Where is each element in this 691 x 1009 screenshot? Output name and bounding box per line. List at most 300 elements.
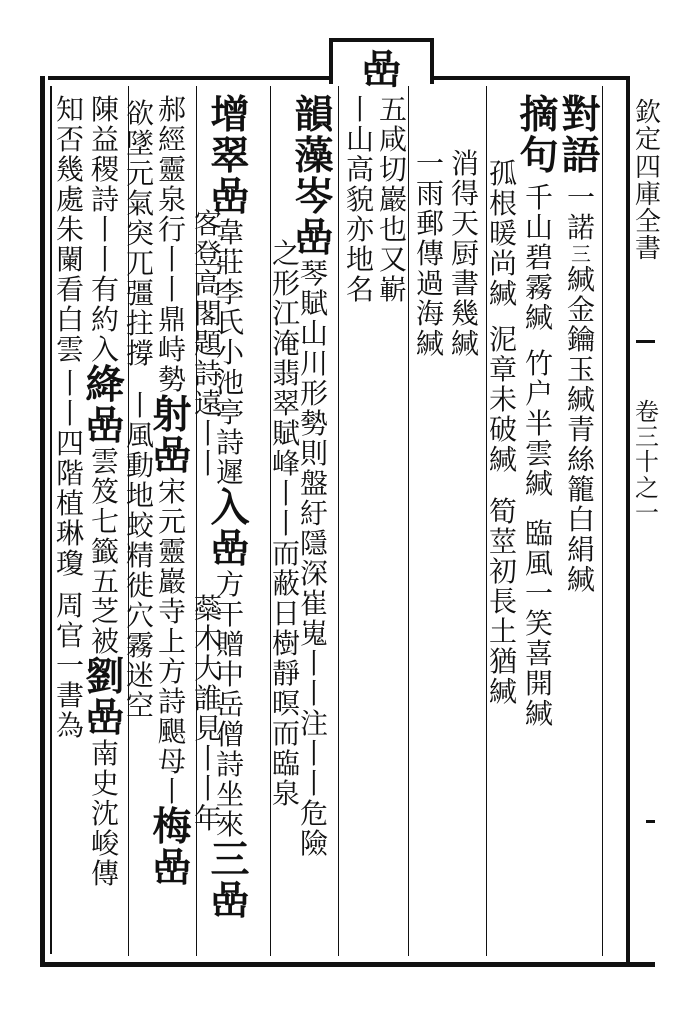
margin-mark <box>646 820 655 823</box>
text-char: 筍 <box>488 495 517 528</box>
text-char: 登 <box>194 237 223 270</box>
text-char: 一 <box>56 649 85 682</box>
text-segment <box>566 413 595 506</box>
text-char: 盤 <box>299 467 328 500</box>
text-char: 勢 <box>299 407 328 440</box>
text-char: 七 <box>90 505 119 538</box>
text-segment <box>90 737 119 890</box>
text-char: 彊 <box>126 277 155 310</box>
text-char: 深 <box>299 557 328 590</box>
text-char: 紆 <box>299 497 328 530</box>
heading-term <box>519 92 559 179</box>
text-char: 得 <box>450 177 479 210</box>
text-char: 空 <box>126 689 155 722</box>
text-char: 賦 <box>299 287 328 320</box>
text-segment <box>194 207 223 480</box>
text-char: 厨 <box>450 237 479 270</box>
text-char: 宋 <box>157 475 186 508</box>
text-char: 開 <box>524 667 553 700</box>
text-char: 為 <box>56 709 85 742</box>
text-char: 風 <box>524 547 553 580</box>
margin-volume-char: 卷 <box>635 398 659 426</box>
text-char: 險 <box>299 827 328 860</box>
heading-char: 入 <box>210 485 250 531</box>
text-char: 白 <box>56 303 85 336</box>
text-char: 看 <box>56 273 85 306</box>
text-char: 笑 <box>524 607 553 640</box>
text-segment <box>56 589 85 742</box>
text-char: 芝 <box>90 595 119 628</box>
text-segment <box>194 592 223 835</box>
text-char: 一 <box>566 181 595 214</box>
text-char: 暝 <box>271 687 300 720</box>
text-char: 贈 <box>215 628 244 661</box>
text-char: 亦 <box>345 213 374 246</box>
frame-bottom <box>40 962 655 967</box>
text-char: 峻 <box>90 827 119 860</box>
text-char: 未 <box>488 383 517 416</box>
text-char: 穴 <box>126 599 155 632</box>
text-char: 瓊 <box>56 547 85 580</box>
margin-volume-char: 十 <box>635 448 659 477</box>
text-char: 稷 <box>90 153 119 186</box>
text-char: 臨 <box>524 517 553 550</box>
text-char: 丨 <box>56 397 85 430</box>
text-char: 丨 <box>90 213 119 246</box>
text-char: 霧 <box>126 629 155 662</box>
text-column <box>414 147 446 360</box>
margin-title-char: 欽 <box>635 98 662 128</box>
text-char: 丨 <box>345 93 374 126</box>
text-char: 氣 <box>126 187 155 220</box>
heading-char: 翠 <box>210 133 250 179</box>
frame-top-right <box>430 76 630 80</box>
heading-term <box>152 392 192 479</box>
text-char: 雲 <box>90 445 119 478</box>
text-char: 白 <box>566 503 595 536</box>
margin-volume <box>634 400 660 526</box>
text-char: 客 <box>194 207 223 240</box>
text-column <box>85 93 125 890</box>
text-segment <box>524 181 553 334</box>
heading-char: 語 <box>561 133 601 179</box>
margin-divider <box>636 340 655 343</box>
text-char: 莖 <box>488 525 517 558</box>
heading-char: 嵒 <box>210 878 250 924</box>
text-char: 年 <box>194 802 223 835</box>
text-char: 泉 <box>157 183 186 216</box>
text-char: 詩 <box>157 685 186 718</box>
text-char: 周 <box>56 589 85 622</box>
text-char: 拄 <box>126 307 155 340</box>
text-char: 危 <box>299 797 328 830</box>
text-char: 蛟 <box>126 509 155 542</box>
text-char: 丨 <box>90 243 119 276</box>
heading-char: 嵒 <box>85 695 125 741</box>
text-char: 尚 <box>488 247 517 280</box>
text-segment <box>566 293 595 356</box>
text-segment <box>415 147 444 360</box>
text-char: 被 <box>90 625 119 658</box>
margin-title-char: 庫 <box>635 179 662 210</box>
text-char: 元 <box>157 505 186 538</box>
text-char: 方 <box>157 655 186 688</box>
text-char: 暖 <box>488 217 517 250</box>
text-char: 突 <box>126 217 155 250</box>
text-char: 緘 <box>524 301 553 334</box>
text-char: 五 <box>378 93 407 126</box>
text-segment <box>488 323 517 476</box>
heading-char: 句 <box>519 133 559 179</box>
text-char: 土 <box>488 615 517 648</box>
text-char: 經 <box>157 123 186 156</box>
margin-title-char: 全 <box>635 207 662 238</box>
text-char: 籤 <box>90 535 119 568</box>
text-char: 又 <box>378 243 407 276</box>
text-char: 初 <box>488 555 517 588</box>
text-char: 木 <box>194 622 223 655</box>
text-char: 蘂 <box>194 592 223 625</box>
heading-char: 嵒 <box>152 433 192 479</box>
text-char: 丨 <box>271 477 300 510</box>
margin-title <box>636 100 660 264</box>
text-char: 根 <box>488 187 517 220</box>
text-char: 咸 <box>378 123 407 156</box>
text-segment <box>566 263 595 296</box>
heading-char: 嵒 <box>294 215 334 261</box>
text-column <box>519 92 559 730</box>
text-column <box>378 93 408 306</box>
text-char: 貌 <box>345 183 374 216</box>
text-char: 颶 <box>157 715 186 748</box>
text-char: 闌 <box>56 243 85 276</box>
text-char: 而 <box>271 717 300 750</box>
text-char: 喜 <box>524 637 553 670</box>
frame-left-inner <box>50 86 52 954</box>
heading-char: 摘 <box>519 92 559 138</box>
text-char: 名 <box>345 273 374 306</box>
text-char: 臨 <box>271 747 300 780</box>
text-segment <box>566 503 595 596</box>
text-char: 入 <box>90 333 119 366</box>
text-char: 山 <box>299 317 328 350</box>
text-char: 丨 <box>56 367 85 400</box>
text-segment <box>126 97 155 370</box>
text-char: 丨 <box>299 767 328 800</box>
text-char: 有 <box>90 273 119 306</box>
heading-term <box>85 654 125 741</box>
text-char: 大 <box>194 652 223 685</box>
text-char: 丨 <box>299 647 328 680</box>
text-char: 丨 <box>126 389 155 422</box>
text-segment <box>450 147 479 360</box>
text-char: 翡 <box>271 357 300 390</box>
text-char: 丨 <box>194 772 223 805</box>
text-char: 遲 <box>215 456 244 489</box>
heading-char: 梅 <box>152 804 192 850</box>
text-segment <box>90 93 119 366</box>
text-segment <box>56 367 85 580</box>
text-char: 靜 <box>271 657 300 690</box>
heading-term <box>561 92 601 179</box>
text-segment <box>90 445 119 658</box>
text-char: 一 <box>415 147 444 180</box>
margin-title-char: 書 <box>635 234 662 265</box>
text-char: 山 <box>524 211 553 244</box>
text-char: 勢 <box>157 363 186 396</box>
text-char: 傳 <box>90 857 119 890</box>
text-char: 絹 <box>566 533 595 566</box>
text-char: 緘 <box>524 467 553 500</box>
text-char: 雲 <box>56 333 85 366</box>
text-char: 五 <box>90 565 119 598</box>
text-char: 方 <box>215 568 244 601</box>
text-char: 高 <box>345 153 374 186</box>
margin-volume-char: 三 <box>635 423 659 452</box>
text-char: 風 <box>126 419 155 452</box>
text-char: 雨 <box>415 177 444 210</box>
text-char: 峰 <box>271 447 300 480</box>
text-char: 小 <box>215 336 244 369</box>
text-char: 青 <box>566 413 595 446</box>
text-char: 破 <box>488 413 517 446</box>
heading-char: 藻 <box>294 133 334 179</box>
column-rule <box>408 86 409 956</box>
text-char: 緘 <box>488 675 517 708</box>
heading-term <box>210 92 250 220</box>
text-column <box>152 93 192 891</box>
text-char: 形 <box>271 267 300 300</box>
text-char: 題 <box>194 327 223 360</box>
text-char: 也 <box>378 213 407 246</box>
text-char: 丨 <box>299 677 328 710</box>
text-char: 緘 <box>566 383 595 416</box>
text-char: 朱 <box>56 213 85 246</box>
text-char: 三 <box>571 242 591 266</box>
text-char: 天 <box>450 207 479 240</box>
text-char: 泉 <box>271 777 300 810</box>
text-char: 中 <box>215 658 244 691</box>
heading-char: 劉 <box>85 654 125 700</box>
heading-char: 對 <box>561 92 601 138</box>
text-segment <box>524 517 553 730</box>
text-segment <box>157 93 186 396</box>
text-char: 南 <box>90 737 119 770</box>
heading-term <box>294 92 334 179</box>
heading-char: 嵒 <box>152 845 192 891</box>
text-char: 植 <box>56 487 85 520</box>
text-char: 注 <box>299 707 328 740</box>
margin-volume-char: 一 <box>635 498 659 527</box>
text-column <box>126 97 155 722</box>
text-char: 上 <box>157 625 186 658</box>
text-char: 隱 <box>299 527 328 560</box>
text-column <box>194 207 223 835</box>
frame-left-outer <box>40 76 45 967</box>
text-char: 形 <box>299 377 328 410</box>
text-char: 猶 <box>488 645 517 678</box>
frame-right <box>626 76 630 967</box>
text-char: 緘 <box>488 277 517 310</box>
text-column <box>487 157 519 708</box>
text-column <box>449 147 481 360</box>
text-char: 誰 <box>194 682 223 715</box>
margin-title-char: 定 <box>635 125 662 156</box>
text-char: 遠 <box>194 387 223 420</box>
text-char: 緘 <box>566 563 595 596</box>
text-char: 江 <box>271 297 300 330</box>
text-char: 丨 <box>271 507 300 540</box>
text-char: 丨 <box>194 417 223 450</box>
text-char: 琴 <box>299 257 328 290</box>
text-char: 而 <box>271 537 300 570</box>
text-char: 日 <box>271 597 300 630</box>
text-char: 諾 <box>566 211 595 244</box>
text-segment <box>157 475 186 808</box>
text-char: 欲 <box>126 97 155 130</box>
text-char: 墜 <box>126 127 155 160</box>
text-char: 陳 <box>90 93 119 126</box>
text-char: 見 <box>194 712 223 745</box>
text-char: 絲 <box>566 443 595 476</box>
text-segment <box>566 181 595 244</box>
text-char: 半 <box>524 407 553 440</box>
heading-char: 嵒 <box>210 174 250 220</box>
text-char: 否 <box>56 123 85 156</box>
text-char: 一 <box>524 577 553 610</box>
text-char: 李 <box>215 276 244 309</box>
text-char: 行 <box>157 213 186 246</box>
text-char: 緘 <box>524 697 553 730</box>
text-char: 僧 <box>215 718 244 751</box>
text-char: 閣 <box>194 297 223 330</box>
text-char: 嶄 <box>378 273 407 306</box>
text-segment <box>271 237 300 810</box>
text-char: 精 <box>126 539 155 572</box>
text-char: 山 <box>345 123 374 156</box>
text-char: 樹 <box>271 627 300 660</box>
heading-char: 岑 <box>294 174 334 220</box>
text-char: 川 <box>299 347 328 380</box>
text-segment <box>488 157 517 310</box>
text-char: 玉 <box>566 353 595 386</box>
margin-volume-char: 之 <box>635 473 659 502</box>
frame-top-left <box>48 76 333 80</box>
text-char: 約 <box>90 303 119 336</box>
text-char: 兀 <box>126 247 155 280</box>
text-char: 詩 <box>215 426 244 459</box>
heading-char: 絳 <box>85 362 125 408</box>
text-segment <box>126 389 155 722</box>
text-char: 消 <box>450 147 479 180</box>
text-char: 岳 <box>215 688 244 721</box>
text-char: 坐 <box>215 778 244 811</box>
heading-char: 韻 <box>294 92 334 138</box>
text-char: 四 <box>56 427 85 460</box>
text-char: 户 <box>524 377 553 410</box>
text-char: 長 <box>488 585 517 618</box>
text-segment <box>566 353 595 416</box>
text-char: 金 <box>566 293 595 326</box>
text-column <box>561 92 601 596</box>
text-char: 賦 <box>271 417 300 450</box>
text-char: 丨 <box>299 737 328 770</box>
text-char: 史 <box>90 767 119 800</box>
text-char: 詩 <box>215 748 244 781</box>
text-char: 莊 <box>215 246 244 279</box>
text-char: 丨 <box>157 775 186 808</box>
text-char: 徙 <box>126 569 155 602</box>
text-char: 碧 <box>524 241 553 274</box>
text-char: 緘 <box>566 263 595 296</box>
column-rule <box>338 86 339 956</box>
text-char: 竹 <box>524 347 553 380</box>
margin-title-char: 四 <box>635 152 662 183</box>
text-segment <box>345 93 374 306</box>
text-char: 峙 <box>157 333 186 366</box>
text-char: 沈 <box>90 797 119 830</box>
heading-term <box>152 804 192 891</box>
text-char: 琳 <box>56 517 85 550</box>
text-column <box>271 237 301 810</box>
text-char: 千 <box>524 181 553 214</box>
text-segment <box>299 257 328 860</box>
text-segment <box>56 93 85 366</box>
text-char: 則 <box>299 437 328 470</box>
text-char: 迷 <box>126 659 155 692</box>
heading-char: 嵒 <box>210 526 250 572</box>
text-char: 巖 <box>378 183 407 216</box>
text-char: 來 <box>215 808 244 841</box>
text-char: 翠 <box>271 387 300 420</box>
text-char: 幾 <box>450 297 479 330</box>
text-segment <box>524 347 553 500</box>
text-char: 幾 <box>56 153 85 186</box>
heading-char: 嵒 <box>85 403 125 449</box>
text-char: 地 <box>345 243 374 276</box>
heading-char: 射 <box>152 392 192 438</box>
text-char: 嵬 <box>299 617 328 650</box>
text-char: 巖 <box>157 565 186 598</box>
text-char: 孤 <box>488 157 517 190</box>
text-char: 靈 <box>157 153 186 186</box>
text-char: 緘 <box>450 327 479 360</box>
text-char: 過 <box>415 267 444 300</box>
text-char: 詩 <box>90 183 119 216</box>
text-char: 元 <box>126 157 155 190</box>
text-char: 處 <box>56 183 85 216</box>
heading-term <box>210 837 250 924</box>
text-char: 海 <box>415 297 444 330</box>
text-char: 郵 <box>415 207 444 240</box>
text-char: 知 <box>56 93 85 126</box>
text-char: 動 <box>126 449 155 482</box>
heading-term <box>85 362 125 449</box>
text-char: 緘 <box>415 327 444 360</box>
text-char: 淹 <box>271 327 300 360</box>
text-char: 泥 <box>488 323 517 356</box>
text-char: 緘 <box>488 443 517 476</box>
text-char: 干 <box>215 598 244 631</box>
text-char: 蔽 <box>271 567 300 600</box>
header-tab <box>329 38 434 93</box>
text-char: 官 <box>56 619 85 652</box>
text-char: 籠 <box>566 473 595 506</box>
text-char: 霧 <box>524 271 553 304</box>
column-rule <box>602 86 603 956</box>
text-char: 池 <box>215 366 244 399</box>
text-char: 切 <box>378 153 407 186</box>
